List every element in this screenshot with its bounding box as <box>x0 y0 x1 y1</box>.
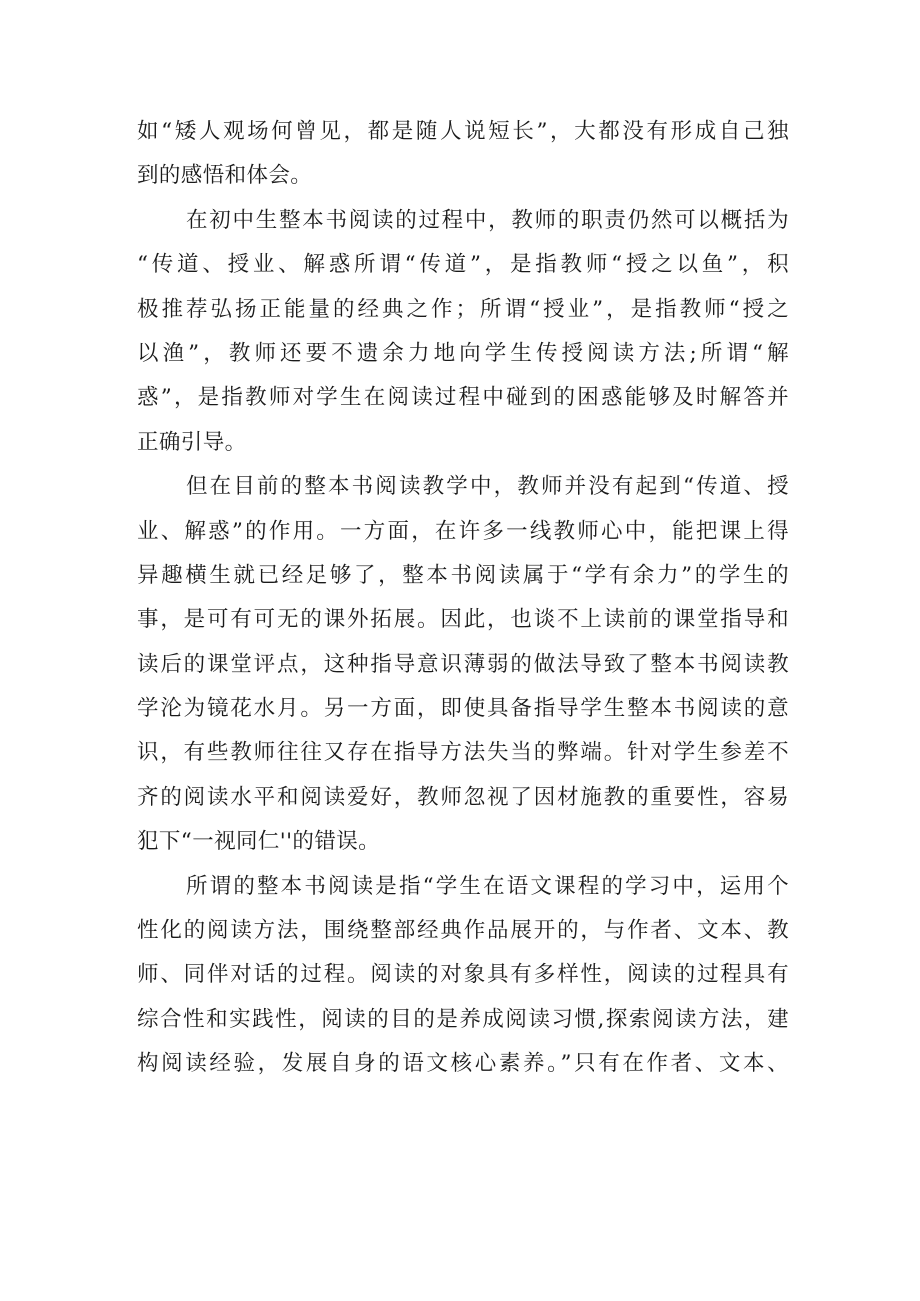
text-line: 综合性和实践性，阅读的目的是养成阅读习惯,探索阅读方法，建 <box>137 1006 789 1032</box>
text-line: “传道、授业、解惑所谓“传道”，是指教师“授之以鱼”，积 <box>137 252 789 278</box>
text-line: 事，是可有可无的课外拓展。因此，也谈不上读前的课堂指导和 <box>137 607 789 633</box>
paragraph-4 <box>137 865 789 1087</box>
text-line: 构阅读经验，发展自身的语文核心素养。”只有在作者、文本、 <box>137 1051 789 1077</box>
text-line: 极推荐弘扬正能量的经典之作；所谓“授业”，是指教师“授之 <box>137 296 789 322</box>
text-line: 师、同伴对话的过程。阅读的对象具有多样性，阅读的过程具有 <box>137 962 789 988</box>
paragraph-3 <box>137 465 789 865</box>
text-line: 异趣横生就已经足够了，整本书阅读属于“学有余力”的学生的 <box>137 562 789 588</box>
text-line: 以渔”，教师还要不遗余力地向学生传授阅读方法;所谓“解 <box>137 340 789 366</box>
text-line: 在初中生整本书阅读的过程中，教师的职责仍然可以概括为 <box>186 207 789 233</box>
text-line: 如“矮人观场何曾见，都是随人说短长”，大都没有形成自己独 <box>137 119 789 144</box>
text-line: 正确引导。 <box>137 429 247 455</box>
body-text <box>137 110 789 1087</box>
text-line: 到的感悟和体会。 <box>137 163 313 189</box>
paragraph-2 <box>137 199 789 465</box>
text-line: 识，有些教师往往又存在指导方法失当的弊端。针对学生参差不 <box>137 740 789 766</box>
text-line: 学沦为镜花水月。另一方面，即使具备指导学生整本书阅读的意 <box>137 696 789 722</box>
text-line: 齐的阅读水平和阅读爱好，教师忽视了因材施教的重要性，容易 <box>137 784 789 810</box>
text-line: 所谓的整本书阅读是指“学生在语文课程的学习中，运用个 <box>186 873 789 899</box>
text-line: 业、解惑”的作用。一方面，在许多一线教师心中，能把课上得 <box>137 518 789 544</box>
text-line: 犯下“一视同仁''的错误。 <box>137 829 381 855</box>
text-line: 惑”，是指教师对学生在阅读过程中碰到的困惑能够及时解答并 <box>137 385 789 411</box>
text-line: 但在目前的整本书阅读教学中，教师并没有起到“传道、授 <box>186 474 789 500</box>
paragraph-1 <box>137 110 789 199</box>
text-line: 性化的阅读方法，围绕整部经典作品展开的，与作者、文本、教 <box>137 918 789 944</box>
text-line: 读后的课堂评点，这种指导意识薄弱的做法导致了整本书阅读教 <box>137 651 789 677</box>
